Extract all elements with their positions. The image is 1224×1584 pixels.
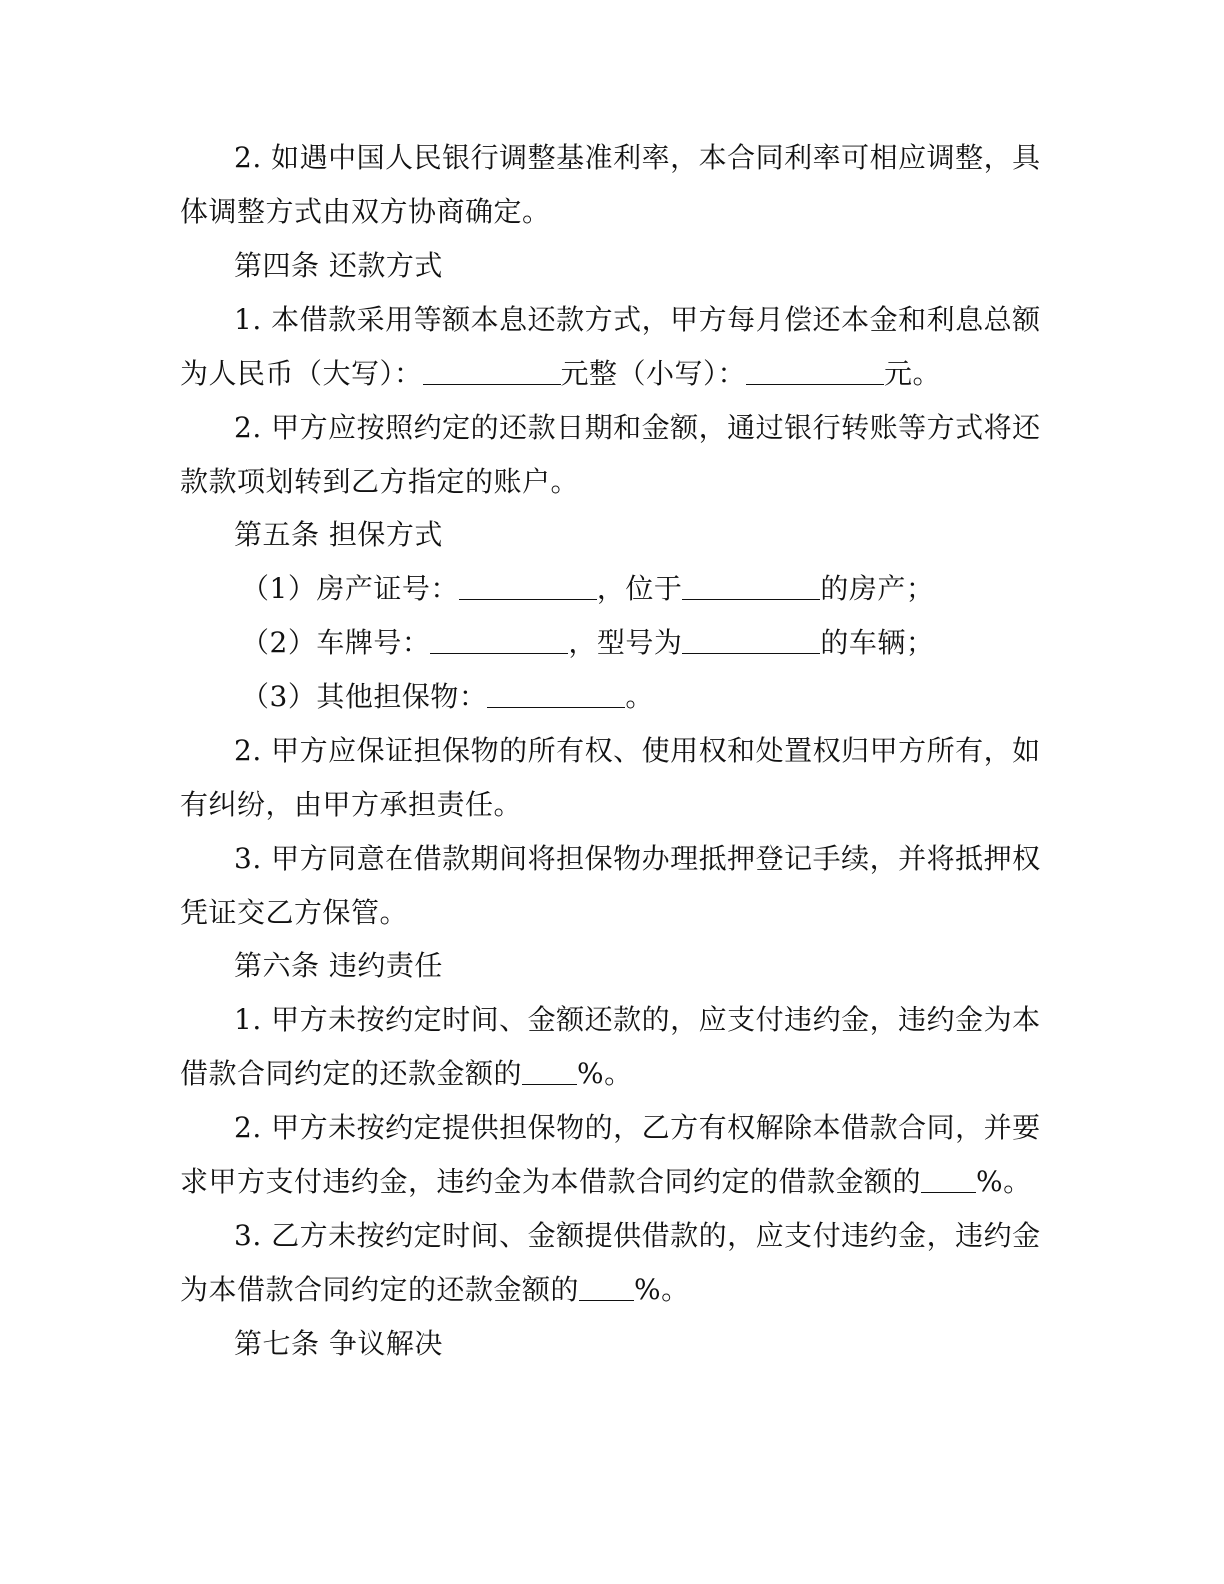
blank-field xyxy=(430,623,568,654)
paragraph-line: 2. 甲方未按约定提供担保物的，乙方有权解除本借款合同，并要 xyxy=(234,1111,1041,1144)
paragraph-line xyxy=(180,1054,1040,1094)
article-heading-7: 第七条 争议解决 xyxy=(234,1327,443,1360)
paragraph-line: 2. 如遇中国人民银行调整基准利率，本合同利率可相应调整，具 xyxy=(234,141,1041,174)
text-segment: 为人民币（大写）： xyxy=(180,357,423,390)
blank-field xyxy=(579,1270,634,1301)
paragraph-line: 有纠纷，由甲方承担责任。 xyxy=(180,788,523,821)
guarantee-item-2 xyxy=(241,623,1101,663)
blank-field xyxy=(522,1054,577,1085)
text-segment: 的车辆； xyxy=(820,626,935,659)
paragraph-line: 1. 甲方未按约定时间、金额还款的，应支付违约金，违约金为本 xyxy=(234,1003,1041,1036)
guarantee-item-3 xyxy=(241,677,1101,717)
paragraph-line xyxy=(180,1162,1040,1202)
text-segment: 的房产； xyxy=(820,572,935,605)
text-segment: （1）房产证号： xyxy=(241,572,459,605)
article-heading-4: 第四条 还款方式 xyxy=(234,249,443,282)
paragraph-line: 3. 甲方同意在借款期间将担保物办理抵押登记手续，并将抵押权 xyxy=(234,842,1041,875)
text-segment: （2）车牌号： xyxy=(241,626,431,659)
guarantee-item-1 xyxy=(241,569,1101,609)
paragraph-line: 凭证交乙方保管。 xyxy=(180,896,409,929)
blank-field xyxy=(746,354,884,385)
text-segment: %。 xyxy=(634,1273,690,1306)
text-segment: ，型号为 xyxy=(568,626,683,659)
text-segment: %。 xyxy=(976,1165,1032,1198)
blank-field xyxy=(682,569,820,600)
text-segment: ，位于 xyxy=(596,572,683,605)
blank-field xyxy=(682,623,820,654)
text-segment: 元整（小写）： xyxy=(560,357,747,390)
blank-field xyxy=(487,677,625,708)
text-segment: 借款合同约定的还款金额的 xyxy=(180,1057,523,1090)
text-segment: 求甲方支付违约金，违约金为本借款合同约定的借款金额的 xyxy=(180,1165,922,1198)
blank-field xyxy=(921,1162,976,1193)
paragraph-line: 2. 甲方应按照约定的还款日期和金额，通过银行转账等方式将还 xyxy=(234,411,1041,444)
paragraph-line: 2. 甲方应保证担保物的所有权、使用权和处置权归甲方所有，如 xyxy=(234,734,1041,767)
paragraph-line: 3. 乙方未按约定时间、金额提供借款的，应支付违约金，违约金 xyxy=(234,1219,1041,1252)
paragraph-line: 体调整方式由双方协商确定。 xyxy=(180,195,551,228)
text-segment: 为本借款合同约定的还款金额的 xyxy=(180,1273,580,1306)
blank-field xyxy=(459,569,597,600)
article-heading-5: 第五条 担保方式 xyxy=(234,518,443,551)
paragraph-line: 款款项划转到乙方指定的账户。 xyxy=(180,465,580,498)
text-segment: 元。 xyxy=(884,357,942,390)
text-segment: 。 xyxy=(625,680,654,713)
paragraph-line xyxy=(180,1270,1040,1310)
text-segment: %。 xyxy=(577,1057,633,1090)
paragraph-line: 1. 本借款采用等额本息还款方式，甲方每月偿还本金和利息总额 xyxy=(234,303,1041,336)
article-heading-6: 第六条 违约责任 xyxy=(234,949,443,982)
text-segment: （3）其他担保物： xyxy=(241,680,488,713)
blank-field xyxy=(423,354,561,385)
paragraph-line xyxy=(180,354,1040,394)
